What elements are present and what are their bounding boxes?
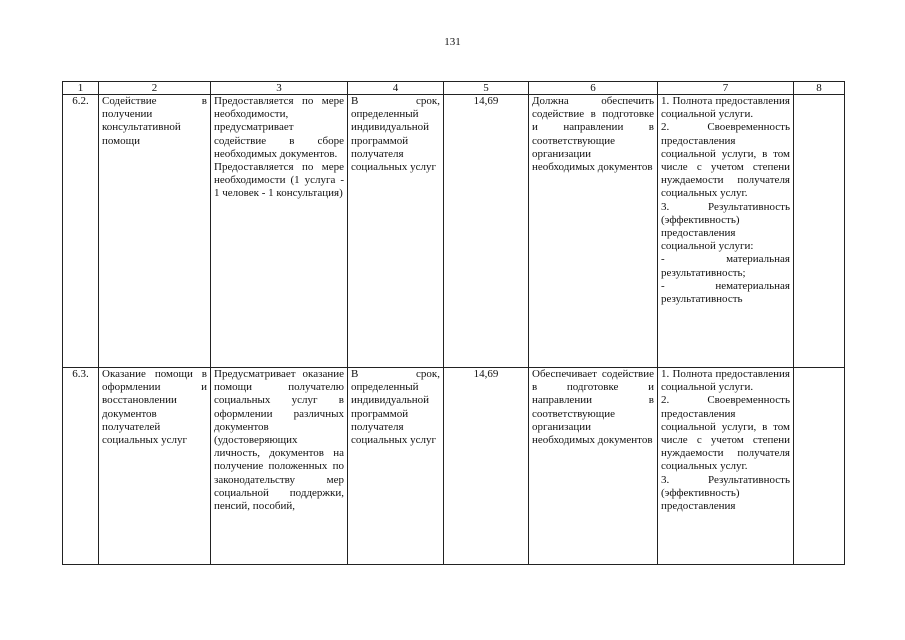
description-paragraph: Предусматривает оказание помощи получателю социальных услуг в оформлении различных документов (удостоверяющих личность, документов на получение положенных по законодательству мер социальной поддержки, пенсий, пособий, [214, 368, 344, 513]
header-col-8: 8 [794, 82, 845, 95]
header-row [63, 82, 845, 95]
header-col-5: 5 [444, 82, 529, 95]
column-8-cell [794, 95, 845, 368]
description-paragraph: Предоставляется по мере необходимости (1 услуга - 1 человек - 1 консультация) [214, 161, 344, 200]
page-number: 131 [444, 36, 461, 48]
indicator-item: - нематериальная результативность [661, 279, 790, 306]
indicator-item: - материальная результативность; [661, 253, 790, 279]
service-name: Содействие в получении консультативной помощи [99, 95, 211, 368]
description-paragraph: Предоставляется по мере необходимости, предусматривает содействие в сборе необходимых документов. [214, 95, 344, 160]
service-tariff: 14,69 [444, 95, 529, 368]
service-conditions: Обеспечивает содействие в подготовке и направлении в соответствующие организации необходимых документов [529, 368, 658, 565]
indicator-item: 1. Полнота предоставления социальной услуги. [661, 368, 790, 394]
indicator-item: 2. Своевременность предоставления социальной услуги, в том числе с учетом степени нуждаемости получателя социальных услуг. [661, 121, 790, 200]
table-row [63, 368, 845, 565]
header-col-3: 3 [211, 82, 348, 95]
service-description [211, 95, 348, 368]
service-name: Оказание помощи в оформлении и восстановлении документов получателей социальных услуг [99, 368, 211, 565]
service-description [211, 368, 348, 565]
header-col-7: 7 [658, 82, 794, 95]
header-col-1: 1 [63, 82, 99, 95]
header-col-2: 2 [99, 82, 211, 95]
services-table [62, 81, 845, 565]
table-row [63, 95, 845, 368]
header-col-4: 4 [348, 82, 444, 95]
column-8-cell [794, 368, 845, 565]
indicator-item: 2. Своевременность предоставления социальной услуги, в том числе с учетом степени нуждаемости получателя социальных услуг. [661, 394, 790, 473]
service-conditions: Должна обеспечить содействие в подготовке и направлении в соответствующие организации необходимых документов [529, 95, 658, 368]
quality-indicators [658, 368, 794, 565]
header-col-6: 6 [529, 82, 658, 95]
indicator-item: 3. Результативность (эффективность) предоставления [661, 473, 790, 513]
service-tariff: 14,69 [444, 368, 529, 565]
service-term: В срок, определенный индивидуальной программой получателя социальных услуг [348, 368, 444, 565]
quality-indicators [658, 95, 794, 368]
service-term: В срок, определенный индивидуальной программой получателя социальных услуг [348, 95, 444, 368]
row-number: 6.2. [63, 95, 99, 368]
indicator-item: 3. Результативность (эффективность) предоставления социальной услуги: [661, 200, 790, 253]
row-number: 6.3. [63, 368, 99, 565]
indicator-item: 1. Полнота предоставления социальной услуги. [661, 95, 790, 121]
